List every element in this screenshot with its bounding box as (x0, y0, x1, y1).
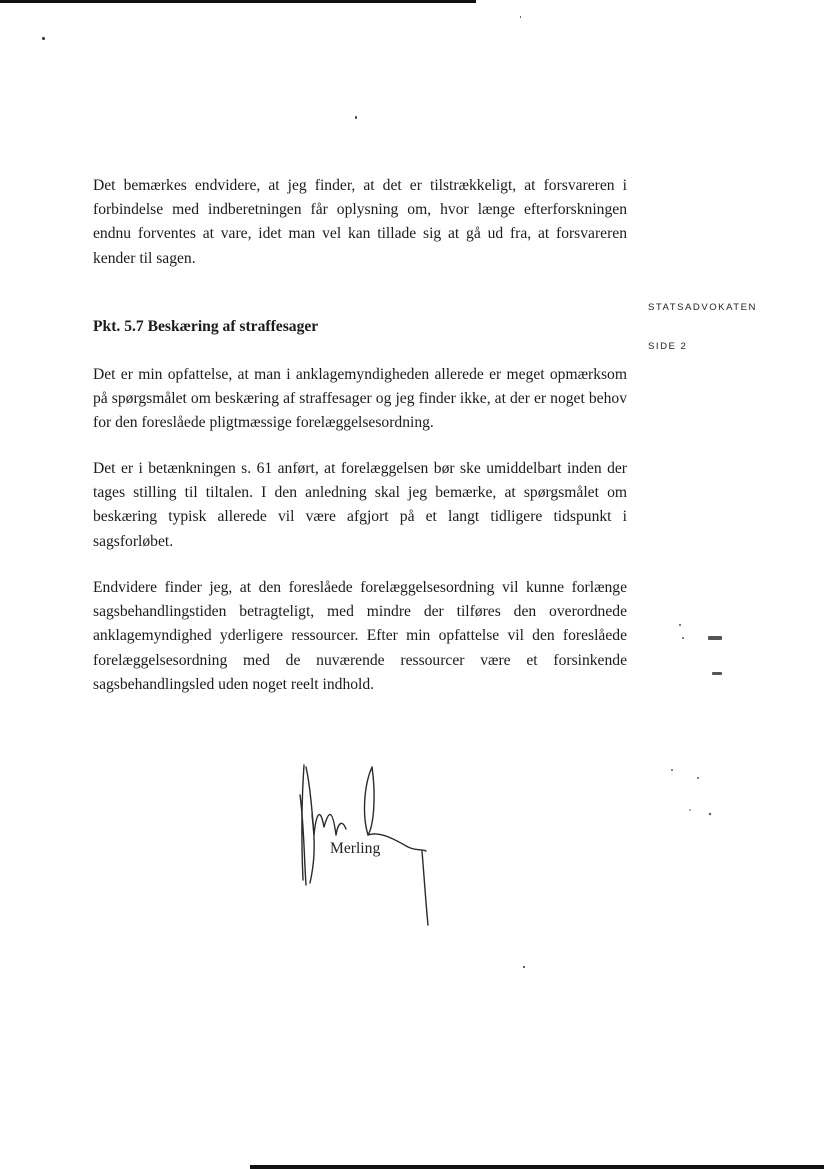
scan-speck (42, 37, 45, 40)
scan-edge-top (0, 0, 476, 3)
paragraph-forelaeggelse: Endvidere finder jeg, at den foreslåede forelæggelsesordning vil kunne forlænge sagsbehandlingstiden betragteligt, med mindre der tilføres den overordnede anklagemyndighed yderligere ressourcer. Efter min opfattelse vil den foreslåede forelæggelsesordning med de nuværende ressourcer være et forsinkende sagsbehandlingsled uden noget reelt indhold. (93, 579, 627, 693)
signature-name: Merling (330, 840, 381, 857)
paragraph-opfattelse: Det er min opfattelse, at man i anklagemyndigheden allerede er meget opmærksom på spørgsmålet om beskæring af straffesager og jeg finder ikke, at der er noget behov for den foreslåede pligtmæssige forelæggelsesordning. (93, 366, 627, 432)
scan-speck (355, 116, 357, 119)
scan-margin-marks (650, 600, 770, 830)
paragraph-betaenkning: Det er i betænkningen s. 61 anført, at forelæggelsen bør ske umiddelbart inden der tages stilling til tiltalen. I den anledning skal jeg bemærke, at spørgsmålet om beskæring typisk allerede vil være afgjort på et langt tidligere tidspunkt i sagsforløbet. (93, 460, 627, 550)
office-label: STATSADVOKATEN (648, 302, 757, 313)
scan-speck (520, 16, 521, 18)
section-heading: Pkt. 5.7 Beskæring af straffesager (93, 318, 319, 335)
page-number: SIDE 2 (648, 341, 688, 352)
scan-speck (523, 966, 525, 968)
scan-edge-bottom (250, 1165, 824, 1169)
paragraph-forsvarer: Det bemærkes endvidere, at jeg finder, at det er tilstrækkeligt, at forsvareren i forbindelse med indberetningen får oplysning om, hvor længe efterforskningen endnu forventes at vare, idet man vel kan tillade sig at gå ud fra, at forsvareren kender til sagen. (93, 177, 627, 267)
